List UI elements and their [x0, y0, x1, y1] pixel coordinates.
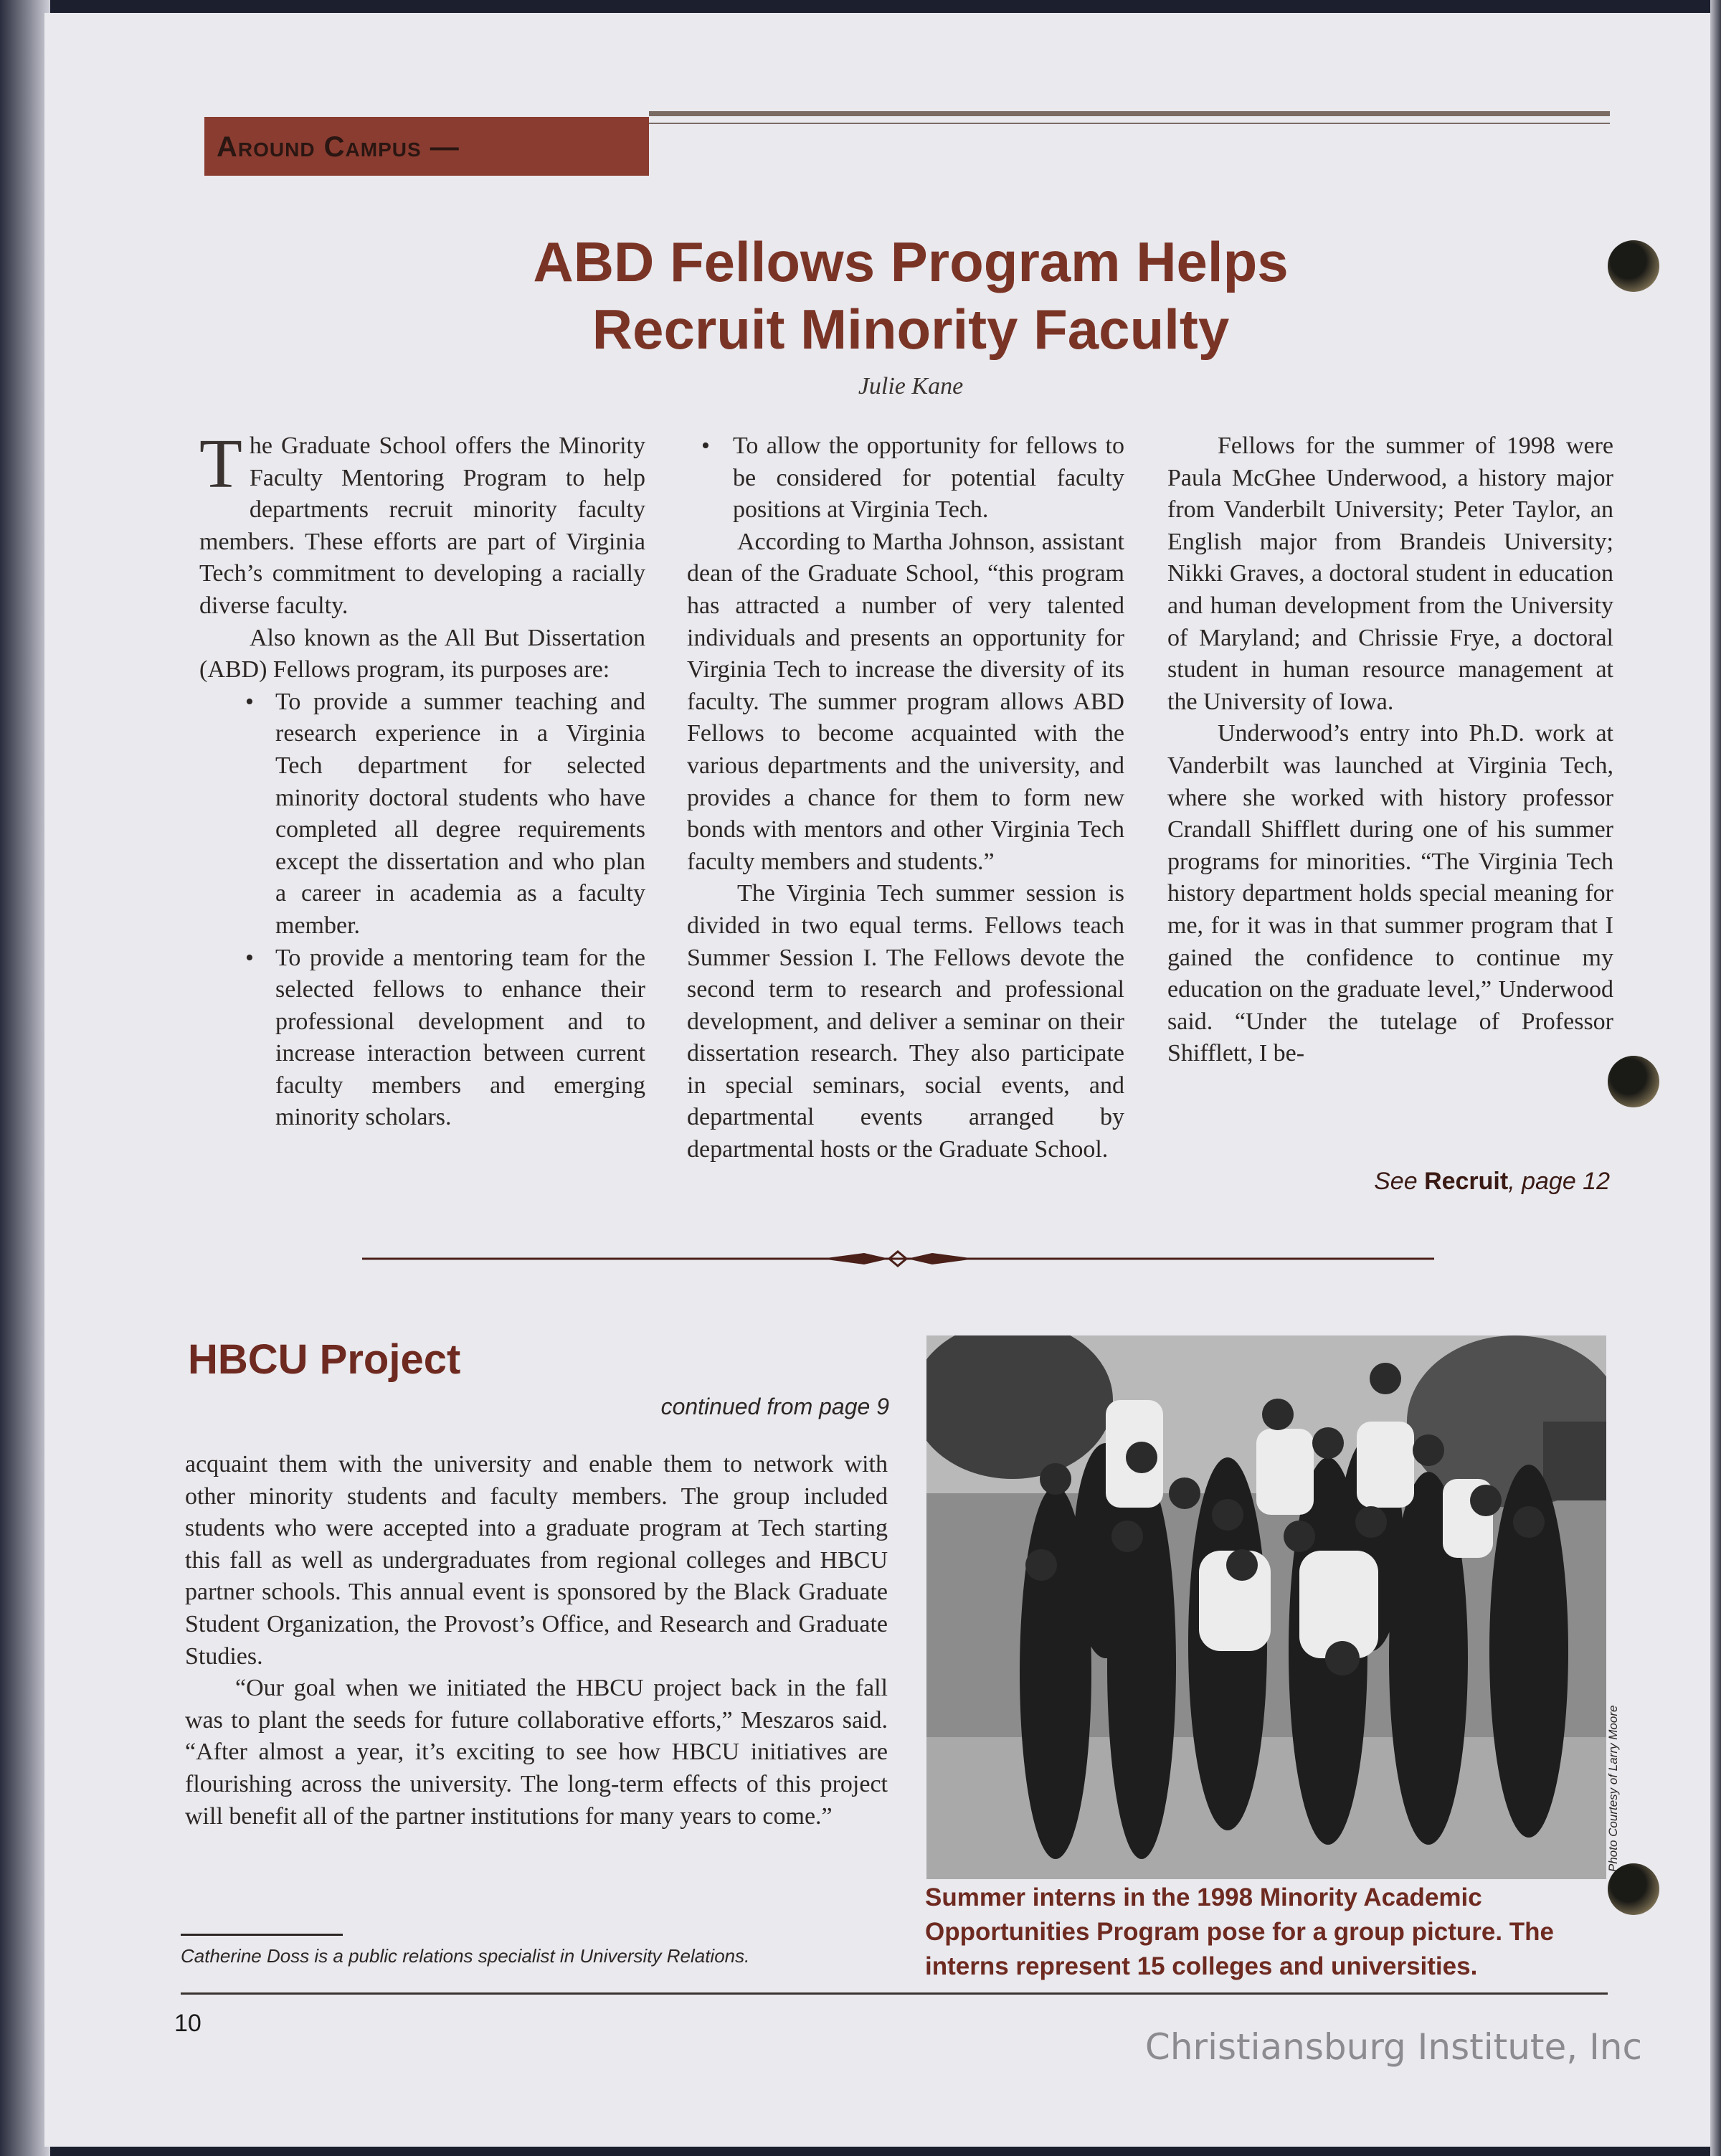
group-photo [926, 1335, 1606, 1879]
hbcu-column [185, 1449, 888, 1833]
hbcu-paragraph-1: acquaint them with the university and enable them to network with other minority students and faculty members. The group included students who were accepted into a graduate program at Tech starting this fall as well as undergraduates from regional colleges and HBCU partner schools. This annual event is sponsored by the Black Graduate Student Organization, the Provost’s Office, and Research and Graduate Studies. [185, 1451, 888, 1670]
author-footnote: Catherine Doss is a public relations specialist in University Relations. [181, 1945, 750, 1967]
group-photo-image [926, 1335, 1606, 1879]
binder-hole-middle [1608, 1056, 1659, 1107]
see-prefix: See [1374, 1168, 1425, 1195]
article-title [402, 228, 1420, 363]
title-line-2: Recruit Minority Faculty [592, 298, 1230, 361]
footnote-rule [181, 1934, 343, 1936]
binder-hole-bottom [1608, 1863, 1659, 1915]
johnson-quote-paragraph: According to Martha Johnson, assistant dean of the Graduate School, “this program has attracted a number of very talented individuals and presents an opportunity for Virginia Tech to increase the diversity of its faculty. The summer program allows ABD Fellows to become acquainted with the various departments and the university, and provides a chance for them to form new bonds with mentors and other Virginia Tech faculty members and students.” [687, 528, 1124, 875]
summer-session-paragraph: The Virginia Tech summer session is divided in two equal terms. Fellows teach Summer Session I. The Fellows devote the second term to research and professional development, and deliver a seminar on their dissertation research. They also participate in special seminars, social events, and departmental events arranged by departmental hosts or the Graduate School. [687, 880, 1124, 1163]
hbcu-paragraph-2: “Our goal when we initiated the HBCU project back in the fall was to plant the seeds for future collaborative efforts,” Meszaros said. “After almost a year, it’s exciting to see how HBCU initiatives are flourishing across the university. The long-term effects of this project will benefit all of the partner institutions for many years to come.” [185, 1675, 888, 1830]
page-edge-right [1710, 0, 1721, 2156]
photo-caption: Summer interns in the 1998 Minority Academic Opportunities Program pose for a group picture. The interns represent 15 colleges and universities. [925, 1883, 1555, 1980]
article-column-3 [1167, 430, 1613, 1070]
purposes-list [199, 686, 645, 1134]
page-number: 10 [174, 2010, 202, 2037]
binder-hole-top [1608, 240, 1659, 292]
article-column-2 [687, 430, 1124, 1166]
purpose-item-3: • To allow the opportunity for fellows to be considered for potential faculty positions at Virginia Tech. [733, 430, 1124, 526]
see-title: Recruit [1424, 1168, 1509, 1195]
bottom-rule [181, 1992, 1608, 1995]
section-divider-ornament [362, 1244, 1434, 1273]
purpose-item-1: • To provide a summer teaching and research experience in a Virginia Tech department for selected minority doctoral students who have completed all degree requirements except the dissertation and who plan a career in academia as a faculty member. [275, 686, 645, 942]
underwood-paragraph: Underwood’s entry into Ph.D. work at Vanderbilt was launched at Virginia Tech, where she worked with history professor Crandall Shifflett during one of his summer programs for minorities. “The Virginia Tech history department holds special meaning for me, for it was in that summer program that I gained the confidence to continue my education on the graduate level,” Underwood said. “Under the tutelage of Professor Shifflett, I be- [1167, 720, 1613, 1067]
continued-from: continued from page 9 [660, 1394, 889, 1419]
page-edge-left [0, 0, 50, 2156]
see-page: , page 12 [1508, 1168, 1610, 1195]
section-label: Around Campus — [217, 131, 460, 163]
watermark: Christiansburg Institute, Inc [1144, 2026, 1642, 2068]
fellows-paragraph: Fellows for the summer of 1998 were Paula McGhee Underwood, a history major from Vanderbilt University; Peter Taylor, an English major from Brandeis University; Nikki Graves, a doctoral student in education and human development from the University of Maryland; and Chrissie Frye, a doctoral student in human resource management at the University of Iowa. [1167, 432, 1613, 715]
purposes-list-continued [687, 430, 1124, 526]
photo-credit: Photo Courtesy of Larry Moore [1606, 1705, 1620, 1872]
byline: Julie Kane [858, 373, 964, 399]
purpose-item-2: • To provide a mentoring team for the selected fellows to enhance their professional development and to increase interaction between current faculty members and emerging minority scholars. [275, 942, 645, 1135]
intro-text: he Graduate School offers the Minority Faculty Mentoring Program to help departments recruit minority faculty members. These efforts are part of Virginia Tech’s commitment to developing a racially diverse faculty. [199, 432, 645, 619]
article-column-1 [199, 425, 645, 1134]
header-rule [649, 111, 1610, 124]
intro-paragraph [199, 425, 645, 623]
continued-reference [1219, 1168, 1610, 1196]
purposes-paragraph: Also known as the All But Dissertation (ABD) Fellows program, its purposes are: [199, 624, 645, 684]
drop-cap: T [199, 425, 242, 503]
title-line-1: ABD Fellows Program Helps [533, 230, 1289, 293]
hbcu-heading: HBCU Project [188, 1336, 461, 1383]
